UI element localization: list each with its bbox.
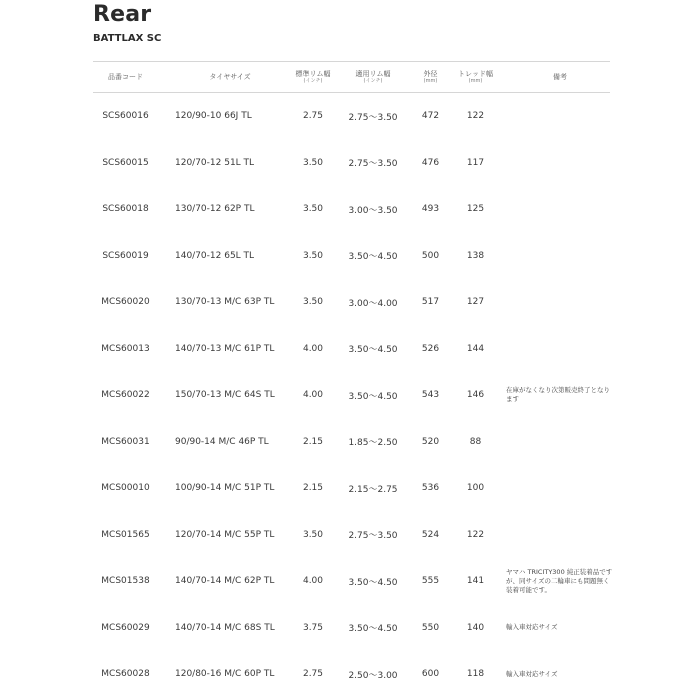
cell-app-rim [338, 465, 408, 512]
table-row [93, 512, 610, 559]
cell-od-text: 600 [421, 669, 440, 680]
header-std-rim-label: 標準リム幅 [295, 70, 331, 78]
cell-app-rim [338, 605, 408, 652]
cell-tread [453, 186, 498, 233]
cell-size [175, 279, 285, 326]
table-row [93, 279, 610, 326]
header-std-rim [293, 62, 333, 92]
cell-size-text: 120/80-16 M/C 60P TL [175, 669, 275, 680]
header-od-label: 外径 [423, 70, 438, 78]
cell-app-rim-text: 3.50〜4.50 [348, 345, 398, 356]
cell-std-rim-text: 4.00 [302, 576, 324, 587]
cell-app-rim-text: 2.75〜3.50 [348, 159, 398, 170]
cell-app-rim-text: 2.15〜2.75 [348, 484, 398, 495]
cell-size [175, 512, 285, 559]
cell-code [93, 140, 158, 187]
cell-std-rim-text: 4.00 [302, 390, 324, 401]
cell-size-text: 120/70-14 M/C 55P TL [175, 529, 275, 540]
cell-od-text: 472 [421, 111, 440, 122]
cell-note [506, 233, 614, 280]
cell-std-rim-text: 3.50 [302, 529, 324, 540]
cell-od [413, 140, 448, 187]
cell-size-text: 120/90-10 66J TL [175, 111, 252, 122]
table-row [93, 605, 610, 652]
cell-size-text: 140/70-12 65L TL [175, 250, 255, 261]
cell-od [413, 233, 448, 280]
cell-app-rim [338, 93, 408, 140]
cell-od-text: 476 [421, 157, 440, 168]
cell-note [506, 326, 614, 373]
cell-std-rim-text: 2.15 [302, 436, 324, 447]
header-tread [453, 62, 498, 92]
cell-app-rim-text: 2.75〜3.50 [348, 531, 398, 542]
cell-od [413, 186, 448, 233]
cell-std-rim-text: 2.75 [302, 111, 324, 122]
cell-tread [453, 326, 498, 373]
cell-app-rim [338, 233, 408, 280]
header-size-label: タイヤサイズ [209, 73, 251, 81]
cell-od [413, 326, 448, 373]
table-row [93, 326, 610, 373]
cell-size-text: 150/70-13 M/C 64S TL [175, 390, 275, 401]
cell-od-text: 536 [421, 483, 440, 494]
table-row [93, 651, 610, 698]
table-header-row [93, 61, 610, 93]
cell-note-text: 輸入車対応サイズ [506, 669, 558, 678]
cell-tread [453, 558, 498, 605]
header-code [93, 62, 158, 92]
cell-std-rim-text: 3.50 [302, 250, 324, 261]
cell-tread-text: 127 [466, 297, 485, 308]
cell-tread [453, 419, 498, 466]
cell-note [506, 140, 614, 187]
cell-std-rim [293, 93, 333, 140]
page-title: Rear [93, 2, 152, 27]
table-row [93, 233, 610, 280]
cell-od [413, 651, 448, 698]
header-note [506, 62, 614, 92]
cell-note [506, 605, 614, 652]
cell-std-rim [293, 326, 333, 373]
cell-size [175, 186, 285, 233]
cell-code [93, 605, 158, 652]
cell-note [506, 279, 614, 326]
cell-std-rim [293, 605, 333, 652]
cell-code [93, 326, 158, 373]
cell-note-text: ヤマハ TRICITY300 純正装着品ですが、同サイズの二輪車にも問題無く装着可能です。 [506, 567, 613, 594]
cell-note [506, 186, 614, 233]
cell-od [413, 93, 448, 140]
cell-tread-text: 100 [466, 483, 485, 494]
cell-code [93, 558, 158, 605]
cell-note [506, 512, 614, 559]
cell-app-rim [338, 651, 408, 698]
cell-code-text: MCS01538 [101, 576, 150, 587]
header-app-rim-unit: (インチ) [363, 78, 383, 84]
cell-code-text: SCS60019 [102, 250, 149, 261]
cell-std-rim-text: 2.75 [302, 669, 324, 680]
cell-size [175, 419, 285, 466]
cell-std-rim [293, 512, 333, 559]
header-code-label: 品番コード [108, 73, 143, 81]
cell-code-text: MCS60022 [101, 390, 150, 401]
table-row [93, 140, 610, 187]
cell-tread-text: 118 [466, 669, 485, 680]
header-app-rim-label: 適用リム幅 [355, 70, 391, 78]
cell-code-text: MCS60013 [101, 343, 150, 354]
cell-size [175, 372, 285, 419]
cell-app-rim [338, 140, 408, 187]
cell-tread [453, 233, 498, 280]
cell-tread-text: 117 [466, 157, 485, 168]
cell-size-text: 120/70-12 51L TL [175, 157, 255, 168]
cell-od [413, 605, 448, 652]
header-std-rim-unit: (インチ) [303, 78, 323, 84]
cell-size-text: 90/90-14 M/C 46P TL [175, 436, 269, 447]
cell-code [93, 651, 158, 698]
cell-tread [453, 512, 498, 559]
cell-note [506, 558, 614, 605]
cell-note [506, 93, 614, 140]
cell-tread [453, 372, 498, 419]
cell-app-rim-text: 3.00〜3.50 [348, 205, 398, 216]
cell-app-rim-text: 2.75〜3.50 [348, 112, 398, 123]
cell-size-text: 130/70-13 M/C 63P TL [175, 297, 275, 308]
cell-size-text: 140/70-14 M/C 62P TL [175, 576, 275, 587]
cell-app-rim-text: 3.50〜4.50 [348, 252, 398, 263]
header-tread-label: トレッド幅 [458, 70, 493, 78]
cell-code-text: MCS00010 [101, 483, 150, 494]
cell-code-text: MCS60028 [101, 669, 150, 680]
cell-app-rim-text: 3.50〜4.50 [348, 577, 398, 588]
cell-size [175, 605, 285, 652]
table-body [93, 93, 613, 698]
cell-std-rim [293, 372, 333, 419]
header-tread-unit: (mm) [468, 78, 483, 84]
cell-std-rim-text: 3.50 [302, 297, 324, 308]
table-row [93, 93, 610, 140]
cell-od [413, 512, 448, 559]
cell-app-rim-text: 2.50〜3.00 [348, 670, 398, 681]
cell-od-text: 543 [421, 390, 440, 401]
cell-size-text: 100/90-14 M/C 51P TL [175, 483, 275, 494]
cell-od-text: 520 [421, 436, 440, 447]
cell-od-text: 517 [421, 297, 440, 308]
cell-code-text: MCS01565 [101, 529, 150, 540]
cell-note-text: 輸入車対応サイズ [506, 623, 558, 632]
cell-app-rim [338, 558, 408, 605]
cell-app-rim [338, 372, 408, 419]
cell-tread-text: 122 [466, 111, 485, 122]
cell-app-rim-text: 1.85〜2.50 [348, 438, 398, 449]
header-note-label: 備考 [553, 73, 567, 81]
cell-tread-text: 140 [466, 622, 485, 633]
cell-size [175, 140, 285, 187]
cell-size-text: 140/70-14 M/C 68S TL [175, 622, 275, 633]
cell-std-rim [293, 233, 333, 280]
cell-std-rim [293, 558, 333, 605]
cell-tread [453, 140, 498, 187]
cell-tread-text: 146 [466, 390, 485, 401]
cell-tread-text: 122 [466, 529, 485, 540]
table-row [93, 186, 610, 233]
cell-code [93, 279, 158, 326]
cell-std-rim-text: 3.50 [302, 157, 324, 168]
cell-code-text: SCS60015 [102, 157, 149, 168]
cell-code-text: MCS60031 [101, 436, 150, 447]
cell-code-text: MCS60029 [101, 622, 150, 633]
product-series-name: BATTLAX SC [93, 33, 162, 44]
cell-note [506, 372, 614, 419]
cell-std-rim [293, 140, 333, 187]
cell-std-rim-text: 3.75 [302, 622, 324, 633]
cell-code-text: SCS60016 [102, 111, 149, 122]
table-row [93, 558, 613, 605]
cell-app-rim-text: 3.50〜4.50 [348, 391, 398, 402]
cell-app-rim [338, 419, 408, 466]
cell-od [413, 279, 448, 326]
cell-od-text: 524 [421, 529, 440, 540]
cell-size-text: 140/70-13 M/C 61P TL [175, 343, 275, 354]
table-row [93, 419, 610, 466]
cell-od [413, 419, 448, 466]
cell-code-text: MCS60020 [101, 297, 150, 308]
cell-size [175, 93, 285, 140]
cell-tread-text: 125 [466, 204, 485, 215]
cell-size [175, 465, 285, 512]
cell-tread [453, 279, 498, 326]
cell-tread [453, 651, 498, 698]
table-row [93, 372, 610, 419]
cell-size [175, 558, 285, 605]
cell-code [93, 512, 158, 559]
cell-app-rim [338, 279, 408, 326]
header-size [175, 62, 285, 92]
cell-code [93, 372, 158, 419]
cell-code [93, 465, 158, 512]
cell-note [506, 465, 614, 512]
cell-std-rim-text: 4.00 [302, 343, 324, 354]
header-app-rim [338, 62, 408, 92]
cell-std-rim [293, 651, 333, 698]
cell-od [413, 558, 448, 605]
cell-std-rim-text: 2.15 [302, 483, 324, 494]
header-od [413, 62, 448, 92]
cell-tread [453, 605, 498, 652]
cell-app-rim [338, 186, 408, 233]
cell-tread-text: 88 [469, 436, 482, 447]
cell-app-rim-text: 3.50〜4.50 [348, 624, 398, 635]
cell-note [506, 651, 614, 698]
cell-od-text: 555 [421, 576, 440, 587]
cell-size [175, 651, 285, 698]
cell-od-text: 550 [421, 622, 440, 633]
cell-tread [453, 93, 498, 140]
cell-tread-text: 144 [466, 343, 485, 354]
cell-od [413, 465, 448, 512]
cell-std-rim [293, 279, 333, 326]
cell-note-text: 在庫がなくなり次第販売終了となります [506, 386, 610, 404]
cell-tread [453, 465, 498, 512]
table-row [93, 465, 610, 512]
cell-std-rim-text: 3.50 [302, 204, 324, 215]
cell-od [413, 372, 448, 419]
cell-code [93, 93, 158, 140]
cell-note [506, 419, 614, 466]
cell-code-text: SCS60018 [102, 204, 149, 215]
cell-size-text: 130/70-12 62P TL [175, 204, 255, 215]
cell-code [93, 233, 158, 280]
cell-app-rim-text: 3.00〜4.00 [348, 298, 398, 309]
cell-size [175, 233, 285, 280]
cell-tread-text: 141 [466, 576, 485, 587]
cell-od-text: 500 [421, 250, 440, 261]
tire-size-table [93, 61, 613, 698]
cell-app-rim [338, 512, 408, 559]
cell-std-rim [293, 186, 333, 233]
header-od-unit: (mm) [423, 78, 438, 84]
cell-tread-text: 138 [466, 250, 485, 261]
cell-code [93, 419, 158, 466]
cell-code [93, 186, 158, 233]
cell-app-rim [338, 326, 408, 373]
cell-std-rim [293, 419, 333, 466]
cell-od-text: 526 [421, 343, 440, 354]
cell-od-text: 493 [421, 204, 440, 215]
cell-size [175, 326, 285, 373]
cell-std-rim [293, 465, 333, 512]
